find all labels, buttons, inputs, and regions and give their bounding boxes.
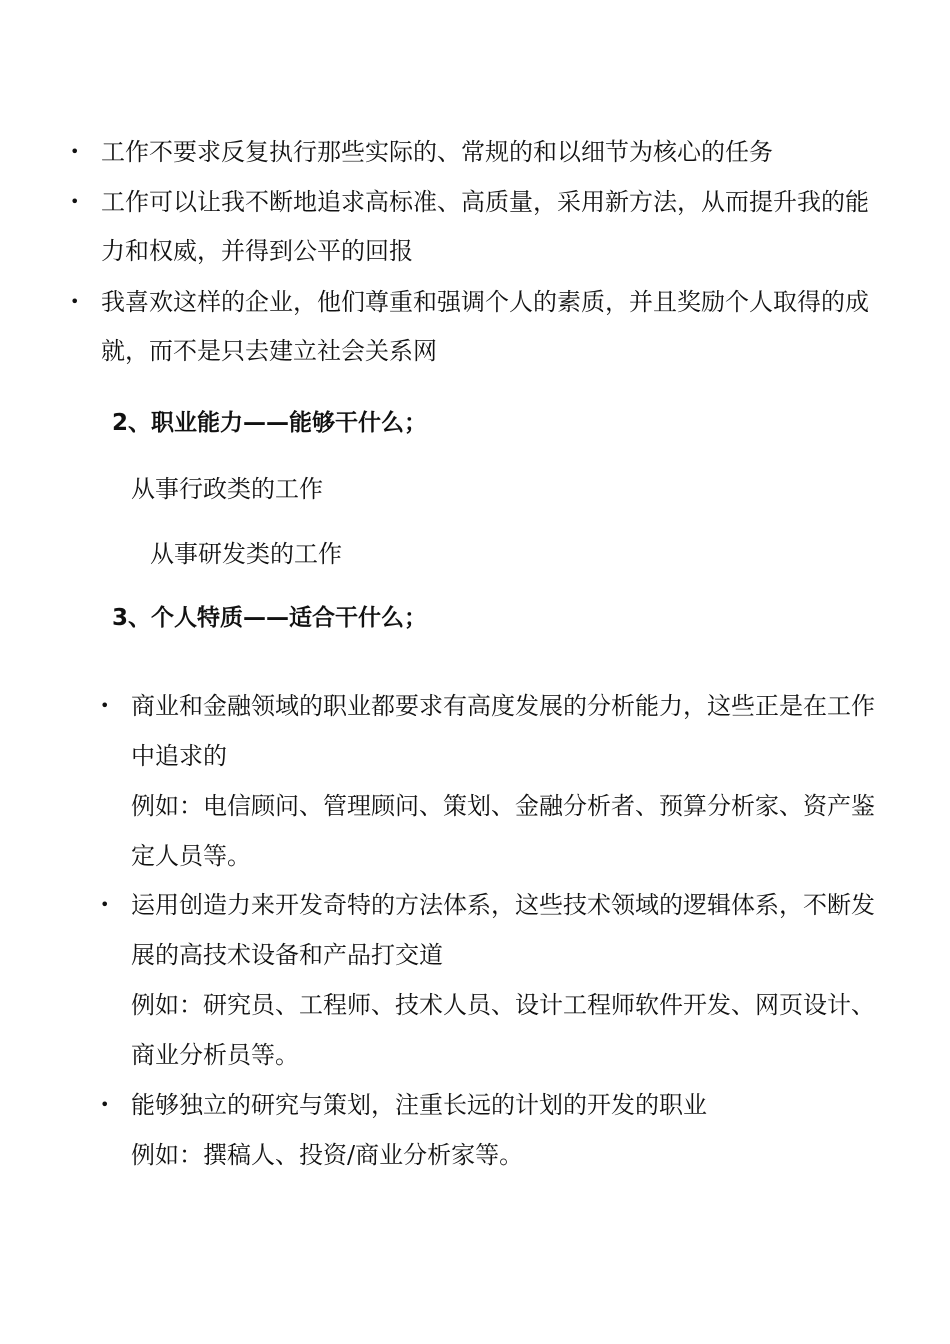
bullet-marker: • [70, 292, 80, 311]
example-line: 例如：研究员、工程师、技术人员、设计工程师软件开发、网页设计、 [131, 991, 875, 1019]
text-line: 工作不要求反复执行那些实际的、常规的和以细节为核心的任务 [101, 138, 773, 166]
text-line: 力和权威，并得到公平的回报 [101, 237, 413, 265]
text-line: 就，而不是只去建立社会关系网 [101, 337, 437, 365]
text-line: 从事研发类的工作 [150, 540, 342, 568]
text-line: 商业和金融领域的职业都要求有高度发展的分析能力，这些正是在工作 [131, 692, 875, 720]
text-line: 能够独立的研究与策划，注重长远的计划的开发的职业 [131, 1091, 707, 1119]
text-line: 运用创造力来开发奇特的方法体系，这些技术领域的逻辑体系，不断发 [131, 891, 875, 919]
bullet-marker: • [100, 696, 110, 715]
text-line: 展的高技术设备和产品打交道 [131, 941, 443, 969]
text-line: 工作可以让我不断地追求高标准、高质量，采用新方法，从而提升我的能 [101, 188, 869, 216]
example-line: 定人员等。 [131, 842, 251, 870]
bullet-marker: • [100, 895, 110, 914]
section-heading: 2、职业能力——能够干什么； [112, 410, 428, 436]
example-line: 例如：撰稿人、投资/商业分析家等。 [131, 1141, 524, 1169]
text-line: 我喜欢这样的企业，他们尊重和强调个人的素质，并且奖励个人取得的成 [101, 288, 869, 316]
section-heading: 3、个人特质——适合干什么； [112, 605, 428, 631]
text-line: 中追求的 [131, 742, 227, 770]
bullet-marker: • [70, 192, 80, 211]
example-line: 商业分析员等。 [131, 1041, 299, 1069]
text-line: 从事行政类的工作 [131, 475, 323, 503]
bullet-marker: • [70, 142, 80, 161]
bullet-marker: • [100, 1095, 110, 1114]
example-line: 例如：电信顾问、管理顾问、策划、金融分析者、预算分析家、资产鉴 [131, 792, 875, 820]
